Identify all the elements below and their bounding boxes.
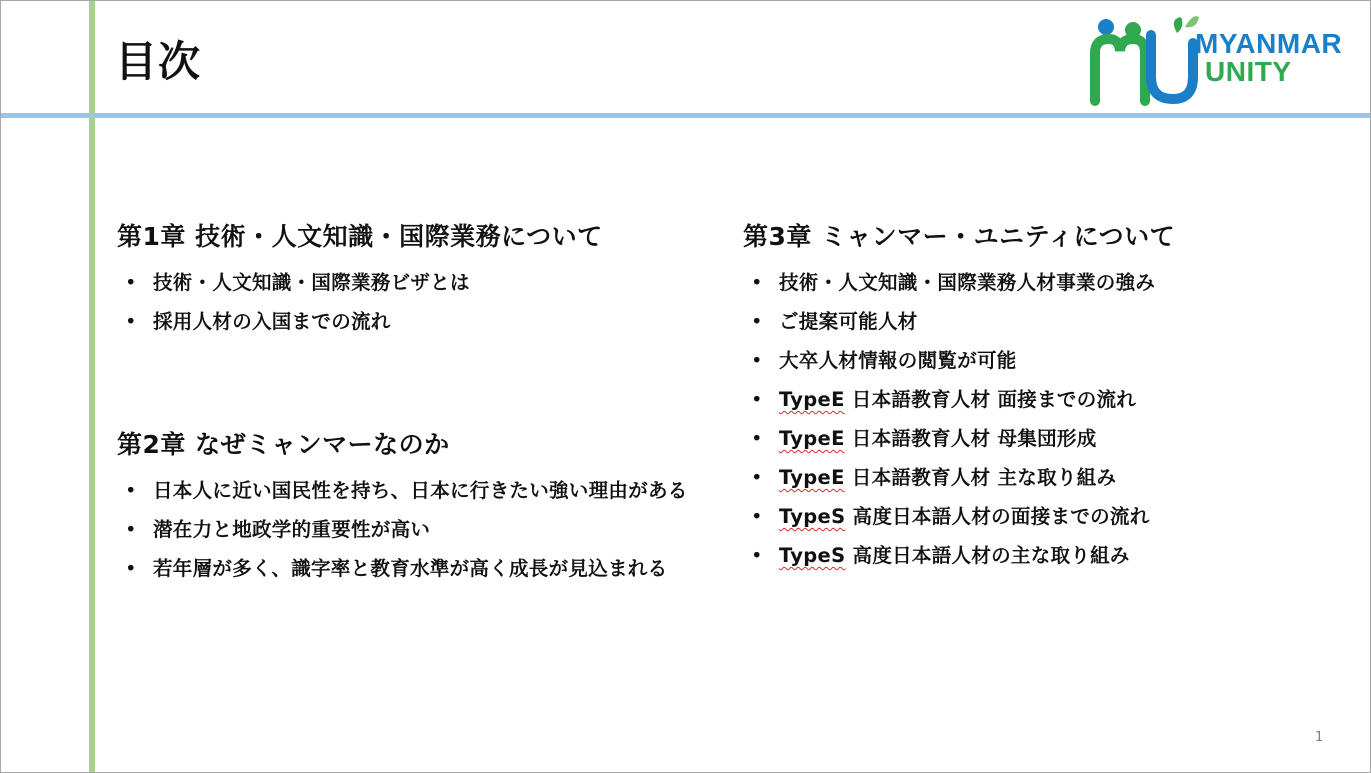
- chapter-2-title: 第2章 なぜミャンマーなのか: [117, 430, 450, 459]
- type-tag: TypeE: [779, 466, 845, 489]
- list-item: [117, 518, 717, 542]
- bullet: •: [125, 557, 137, 580]
- bullet: •: [751, 544, 763, 567]
- bullet: •: [751, 310, 763, 333]
- list-item: [743, 505, 1343, 529]
- list-item: [743, 310, 1343, 334]
- logo-m-shape: [1095, 39, 1145, 101]
- chapter-3-title: 第3章 ミャンマー・ユニティについて: [743, 222, 1176, 251]
- chapter-3-section: [743, 217, 1343, 583]
- list-item-text: 大卒人材情報の閲覧が可能: [779, 349, 1017, 372]
- list-item-text: 技術・人文知識・国際業務人材事業の強み: [779, 271, 1156, 294]
- type-tag: TypeE: [779, 427, 845, 450]
- bullet: •: [125, 518, 137, 541]
- list-item: [743, 388, 1343, 412]
- list-item-text: 日本語教育人材 母集団形成: [844, 427, 1097, 450]
- list-item: [743, 427, 1343, 451]
- list-item-text: 高度日本語人材の面接までの流れ: [845, 505, 1150, 528]
- brand-logo: [1089, 13, 1359, 107]
- bullet: •: [125, 310, 137, 333]
- list-item-text: 技術・人文知識・国際業務ビザとは: [153, 271, 470, 294]
- chapter-1-title: 第1章 技術・人文知識・国際業務について: [117, 222, 603, 251]
- list-item-text: ご提案可能人材: [779, 310, 918, 333]
- logo-text-unity: UNITY: [1205, 56, 1292, 87]
- chapter-2-list: [117, 479, 717, 581]
- chapter-1-list: [117, 271, 717, 334]
- chapter-3-list: [743, 271, 1343, 568]
- bullet: •: [125, 271, 137, 294]
- logo-leaf-right: [1185, 16, 1199, 27]
- logo-leaf-left: [1174, 17, 1183, 33]
- list-item-text: 採用人材の入国までの流れ: [153, 310, 391, 333]
- slide-title: 目次: [115, 37, 202, 86]
- myanmar-unity-logo-icon: [1089, 13, 1199, 107]
- bullet: •: [125, 479, 137, 502]
- list-item-text: 日本語教育人材 主な取り組み: [844, 466, 1117, 489]
- type-tag: TypeS: [779, 544, 846, 567]
- bullet: •: [751, 388, 763, 411]
- logo-figure-head-left: [1098, 19, 1114, 35]
- list-item: [743, 544, 1343, 568]
- list-item: [743, 349, 1343, 373]
- bullet: •: [751, 349, 763, 372]
- header-divider: [1, 113, 1370, 118]
- bullet: •: [751, 505, 763, 528]
- list-item: [743, 466, 1343, 490]
- list-item-text: 若年層が多く、識字率と教育水準が高く成長が見込まれる: [153, 557, 668, 580]
- logo-text-myanmar: MYANMAR: [1195, 28, 1343, 59]
- list-item-text: 日本人に近い国民性を持ち、日本に行きたい強い理由がある: [153, 479, 688, 502]
- list-item-text: 日本語教育人材 面接までの流れ: [844, 388, 1137, 411]
- chapter-1-section: [117, 217, 717, 349]
- type-tag: TypeE: [779, 388, 845, 411]
- bullet: •: [751, 427, 763, 450]
- list-item: [117, 557, 717, 581]
- list-item-text: 高度日本語人材の主な取り組み: [845, 544, 1130, 567]
- logo-u-shape: [1151, 35, 1193, 99]
- list-item: [117, 271, 717, 295]
- chapter-2-section: [117, 425, 717, 596]
- logo-wordmark: [1195, 30, 1342, 86]
- list-item: [117, 310, 717, 334]
- page-number: 1: [1315, 730, 1324, 745]
- bullet: •: [751, 466, 763, 489]
- type-tag: TypeS: [779, 505, 846, 528]
- list-item: [743, 271, 1343, 295]
- list-item-text: 潜在力と地政学的重要性が高い: [153, 518, 431, 541]
- list-item: [117, 479, 717, 503]
- bullet: •: [751, 271, 763, 294]
